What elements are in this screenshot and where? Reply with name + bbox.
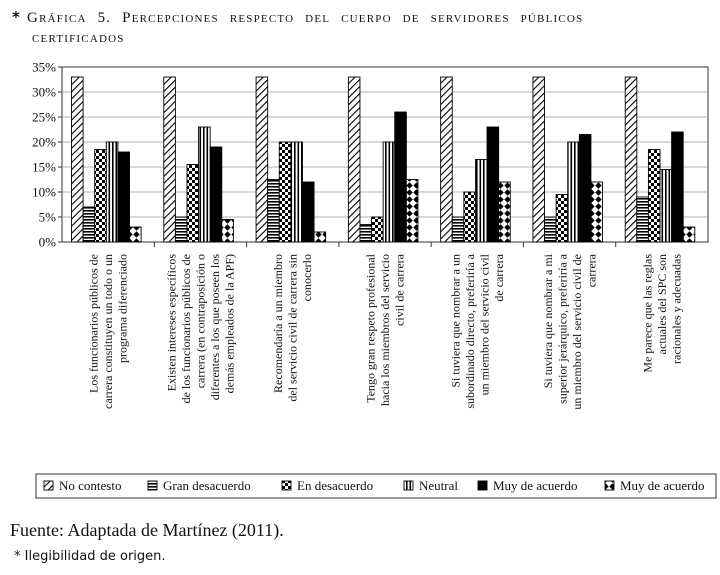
y-tick-label: 5%: [38, 209, 56, 225]
bar: [579, 135, 591, 243]
bar: [533, 77, 545, 242]
x-tick-label: Tengo gran respeto profesional: [363, 254, 378, 403]
legend-label: En desacuerdo: [297, 478, 374, 493]
y-tick-label: 30%: [32, 84, 56, 100]
illegibility-marker: *: [12, 8, 22, 26]
x-tick-label: un miembro del servicio civil de: [569, 254, 584, 410]
bar: [487, 127, 499, 242]
bar: [199, 127, 211, 242]
bar: [360, 225, 372, 243]
y-tick-label: 0%: [38, 234, 56, 250]
legend-label: No contesto: [59, 478, 122, 493]
x-tick-label: Recomendaría a un miembro: [271, 254, 286, 393]
x-tick-label: programa diferenciado: [115, 254, 130, 363]
x-tick-label: Los funcionarios públicos de: [86, 254, 101, 393]
bar: [637, 197, 649, 242]
x-tick-label: demás empleados de la APF): [222, 254, 237, 394]
legend-swatch: [148, 481, 157, 490]
bar: [683, 227, 695, 242]
x-tick-label: carrera: [584, 254, 599, 288]
legend-swatch: [404, 481, 413, 490]
bar: [291, 142, 303, 242]
legend-swatch: [44, 481, 53, 490]
y-tick-label: 20%: [32, 134, 56, 150]
y-axis: [32, 60, 62, 250]
bar: [395, 112, 407, 242]
legend-label: Gran desacuerdo: [163, 478, 251, 493]
bar: [672, 132, 684, 242]
bar: [222, 220, 234, 243]
y-tick-label: 25%: [32, 109, 56, 125]
bar: [475, 160, 487, 243]
legend-swatch: [605, 481, 614, 490]
x-tick-label: diferentes a los que poseen los: [207, 254, 222, 401]
bar: [383, 142, 395, 242]
bar: [372, 217, 384, 242]
bar: [302, 182, 314, 242]
bar: [452, 217, 464, 242]
y-tick-label: 35%: [32, 59, 56, 75]
legend: [36, 474, 716, 498]
x-tick-label: de los funcionarios públicos de: [178, 254, 193, 404]
y-tick-label: 10%: [32, 184, 56, 200]
x-tick-label: superior jerárquico, preferiría a: [555, 254, 570, 404]
bar: [95, 150, 107, 243]
x-axis-labels: [87, 242, 684, 410]
bar: [545, 217, 557, 242]
footnote: * Ilegibilidad de origen.: [14, 549, 166, 564]
x-tick-label: hacia los miembros del servicio: [378, 254, 392, 406]
bar: [175, 217, 187, 242]
bar: [499, 182, 511, 242]
bar: [106, 142, 118, 242]
chart-title-line2: certificados: [32, 30, 125, 46]
bar: [568, 142, 580, 242]
bar: [279, 142, 291, 242]
bar: [256, 77, 268, 242]
x-tick-label: conocerlo: [300, 254, 315, 302]
x-tick-label: Si tuviera que nombrar a mi: [540, 254, 555, 389]
bar: [591, 182, 603, 242]
legend-label: Muy de acuerdo: [620, 478, 705, 493]
x-tick-label: de carrera: [492, 254, 506, 302]
bar: [348, 77, 360, 242]
x-tick-label: un miembro del servicio civil: [477, 254, 492, 396]
bar: [625, 77, 637, 242]
x-tick-label: carrera (en contraposición o: [193, 254, 208, 389]
x-tick-label: del servicio civil de carrera sin: [285, 254, 300, 402]
bar: [314, 232, 326, 242]
bar: [556, 195, 568, 243]
source-note: Fuente: Adaptada de Martínez (2011).: [10, 520, 284, 540]
legend-swatch: [478, 481, 487, 490]
y-tick-label: 15%: [32, 159, 56, 175]
x-tick-label: actuales del SPC son: [654, 254, 669, 355]
x-tick-label: civil de carrera: [392, 254, 407, 326]
bar: [406, 180, 418, 243]
bar: [118, 152, 130, 242]
x-tick-label: Si tuviera que nombrar a un: [448, 254, 463, 388]
bar: [464, 192, 476, 242]
x-tick-label: racionales y adecuadas: [669, 254, 684, 364]
bar: [210, 147, 222, 242]
bar: [83, 207, 95, 242]
x-tick-label: Me parece que las reglas: [640, 254, 655, 373]
legend-label: Neutral: [419, 478, 458, 493]
x-tick-label: Existen intereses específicos: [164, 254, 179, 392]
chart-title-text: Gráfica 5. Percepciones respecto del cuerpo de servidores públicos: [27, 10, 584, 26]
bar: [441, 77, 453, 242]
bar: [187, 165, 199, 243]
bar: [648, 150, 660, 243]
legend-swatch: [282, 481, 291, 490]
bar: [268, 180, 280, 243]
legend-label: Muy de acuerdo: [493, 478, 578, 493]
bar: [660, 170, 672, 243]
bar: [164, 77, 176, 242]
x-tick-label: carrera constituyen un todo o un: [101, 254, 116, 409]
bar: [130, 227, 142, 242]
bar: [72, 77, 84, 242]
x-tick-label: subordinado directo, preferiría a: [463, 254, 477, 409]
